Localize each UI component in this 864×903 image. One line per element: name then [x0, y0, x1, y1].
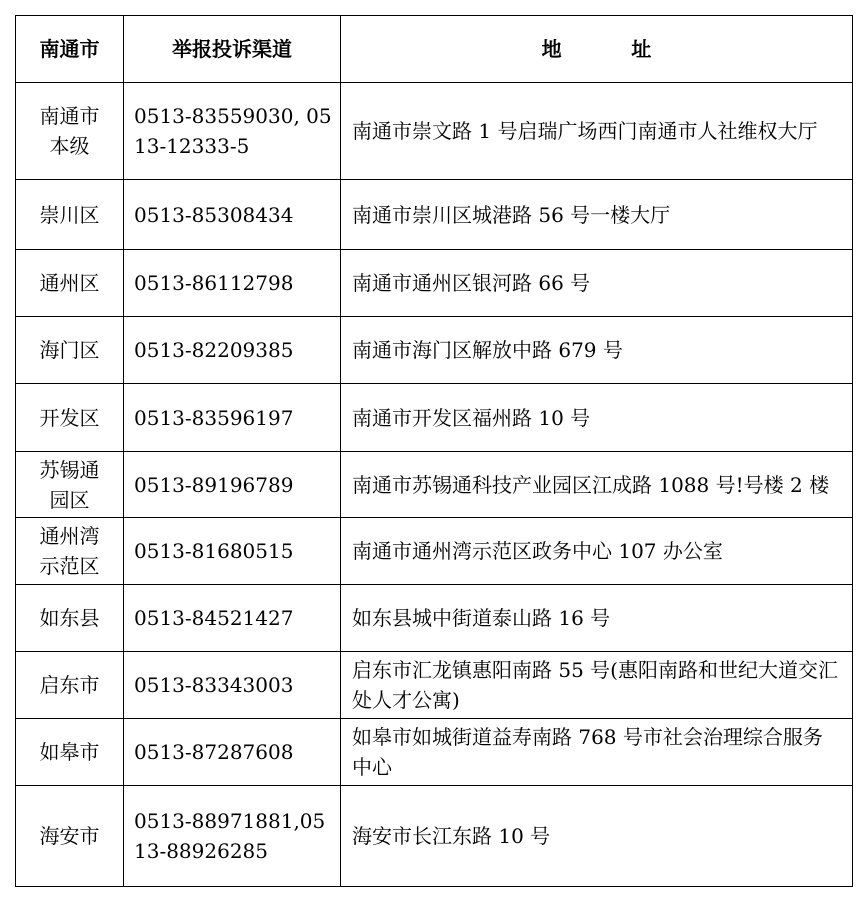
- table-row: [16, 585, 853, 652]
- phone-cell: [124, 83, 341, 180]
- table-row: [16, 518, 853, 585]
- phone-text: 0513-89196789: [134, 472, 294, 497]
- header-address-text: 地 址: [541, 37, 652, 61]
- table-row: [16, 250, 853, 317]
- city-cell: [16, 180, 124, 250]
- address-cell: [341, 180, 853, 250]
- address-text: 启东市汇龙镇惠阳南路 55 号(惠阳南路和世纪大道交汇处人才公寓): [352, 658, 838, 712]
- phone-cell: [124, 518, 341, 585]
- phone-cell: [124, 250, 341, 317]
- city-text: 如东县: [39, 606, 100, 630]
- phone-cell: [124, 317, 341, 384]
- city-cell: [16, 250, 124, 317]
- phone-text: 0513-88971881,0513-88926285: [134, 809, 326, 863]
- city-cell: [16, 317, 124, 384]
- city-text: 启东市: [39, 673, 100, 697]
- phone-text: 0513-82209385: [134, 338, 294, 362]
- city-text: 南通市本级: [39, 104, 100, 158]
- phone-text: 0513-86112798: [134, 271, 294, 295]
- address-text: 如皋市如城街道益寿南路 768 号市社会治理综合服务中心: [352, 725, 823, 779]
- city-text: 通州区: [39, 271, 100, 295]
- city-text: 如皋市: [39, 740, 100, 764]
- address-cell: [341, 719, 853, 786]
- table-row: [16, 180, 853, 250]
- table-row: [16, 83, 853, 180]
- phone-text: 0513-85308434: [134, 202, 294, 227]
- phone-cell: [124, 452, 341, 518]
- city-cell: [16, 786, 124, 887]
- address-cell: [341, 384, 853, 452]
- address-text: 南通市通州区银河路 66 号: [352, 271, 591, 295]
- phone-text: 0513-83559030, 0513-12333-5: [134, 104, 332, 158]
- address-cell: [341, 250, 853, 317]
- city-text: 海安市: [39, 824, 100, 848]
- address-text: 海安市长江东路 10 号: [352, 824, 551, 848]
- city-cell: [16, 719, 124, 786]
- header-address: [341, 16, 853, 83]
- city-cell: [16, 452, 124, 518]
- address-text: 如东县城中街道泰山路 16 号: [352, 606, 611, 630]
- address-cell: [341, 786, 853, 887]
- phone-text: 0513-83343003: [134, 673, 294, 697]
- address-cell: [341, 317, 853, 384]
- address-text: 南通市崇文路 1 号启瑞广场西门南通市人社维权大厅: [352, 119, 818, 143]
- address-text: 南通市通州湾示范区政务中心 107 办公室: [352, 539, 723, 563]
- address-text: 南通市开发区福州路 10 号: [352, 405, 591, 430]
- phone-text: 0513-83596197: [134, 405, 294, 430]
- phone-cell: [124, 180, 341, 250]
- phone-cell: [124, 719, 341, 786]
- table-row: [16, 786, 853, 887]
- city-text: 开发区: [39, 405, 100, 430]
- city-cell: [16, 83, 124, 180]
- city-text: 海门区: [39, 338, 100, 362]
- city-text: 苏锡通园区: [39, 457, 100, 512]
- address-cell: [341, 585, 853, 652]
- address-cell: [341, 652, 853, 719]
- city-cell: [16, 384, 124, 452]
- address-cell: [341, 452, 853, 518]
- phone-cell: [124, 384, 341, 452]
- phone-cell: [124, 585, 341, 652]
- address-cell: [341, 83, 853, 180]
- address-text: 南通市苏锡通科技产业园区江成路 1088 号!号楼 2 楼: [352, 472, 830, 497]
- header-channel: 举报投诉渠道: [124, 16, 341, 83]
- phone-text: 0513-87287608: [134, 740, 294, 764]
- table-row: [16, 719, 853, 786]
- city-text: 通州湾示范区: [39, 524, 100, 578]
- table-row: [16, 452, 853, 518]
- table-row: [16, 652, 853, 719]
- phone-text: 0513-84521427: [134, 606, 294, 630]
- city-cell: [16, 652, 124, 719]
- address-cell: [341, 518, 853, 585]
- table-row: [16, 317, 853, 384]
- complaint-channels-table: [15, 15, 853, 887]
- city-cell: [16, 518, 124, 585]
- phone-cell: [124, 652, 341, 719]
- city-cell: [16, 585, 124, 652]
- address-text: 南通市崇川区城港路 56 号一楼大厅: [352, 202, 671, 227]
- phone-cell: [124, 786, 341, 887]
- phone-text: 0513-81680515: [134, 539, 294, 563]
- table-row: [16, 384, 853, 452]
- city-text: 崇川区: [39, 202, 100, 227]
- address-text: 南通市海门区解放中路 679 号: [352, 338, 623, 362]
- table-header-row: [16, 16, 853, 83]
- header-city: 南通市: [16, 16, 124, 83]
